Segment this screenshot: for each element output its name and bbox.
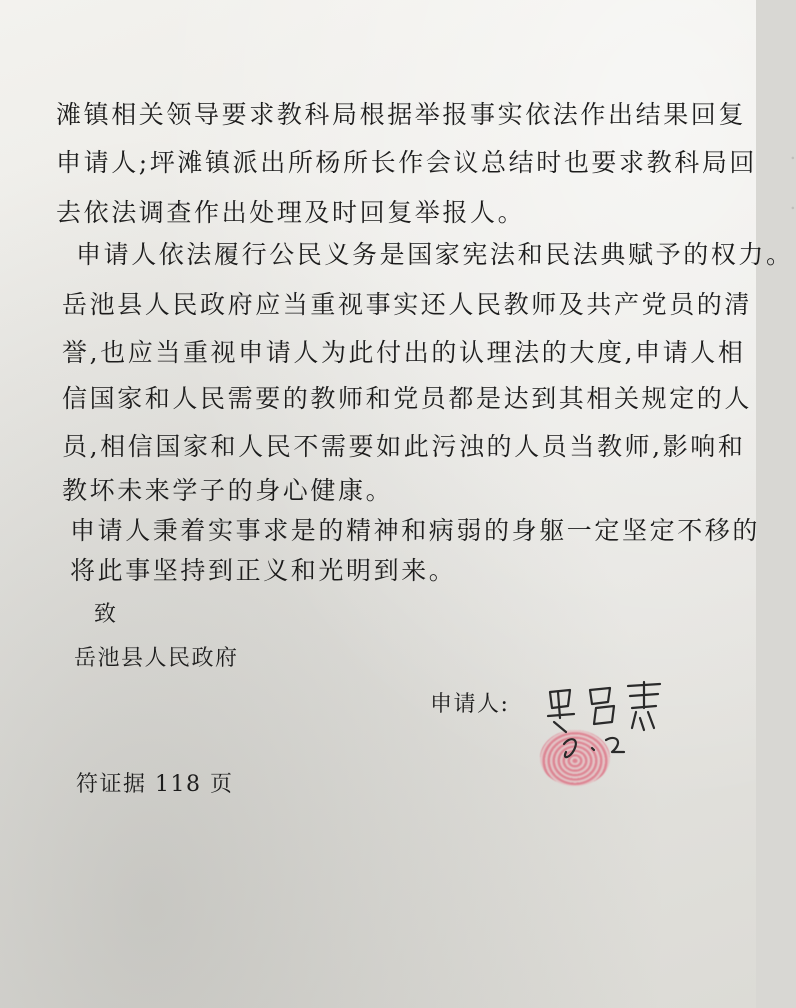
applicant-label: 申请人: [430, 692, 510, 717]
body-line: 信国家和人民需要的教师和党员都是达到其相关规定的人 [62, 384, 753, 413]
body-line: 教坏未来学子的身心健康。 [62, 476, 394, 505]
salutation: 致 [94, 602, 118, 627]
body-line: 将此事坚持到正义和光明到来。 [70, 556, 457, 585]
handwritten-signature [540, 678, 720, 768]
body-line: 滩镇相关领导要求教科局根据举报事实依法作出结果回复 [56, 100, 747, 129]
body-line: 申请人秉着实事求是的精神和病弱的身躯一定坚定不移的 [70, 516, 761, 545]
body-line: 誉,也应当重视申请人为此付出的认理法的大度,申请人相 [62, 338, 746, 367]
evidence-note: 符证据 118 页 [76, 772, 234, 797]
body-line: 岳池县人民政府应当重视事实还人民教师及共产党员的清 [62, 290, 753, 319]
recipient: 岳池县人民政府 [74, 646, 239, 671]
body-line: 申请人依法履行公民义务是国家宪法和民法典赋予的权力。 [76, 240, 794, 269]
bleed-through-texture: . . [787, 140, 796, 214]
body-line: 申请人;坪滩镇派出所杨所长作会议总结时也要求教科局回 [56, 148, 758, 177]
body-line: 员,相信国家和人民不需要如此污浊的人员当教师,影响和 [62, 432, 746, 461]
body-line: 去依法调查作出处理及时回复举报人。 [56, 198, 526, 227]
